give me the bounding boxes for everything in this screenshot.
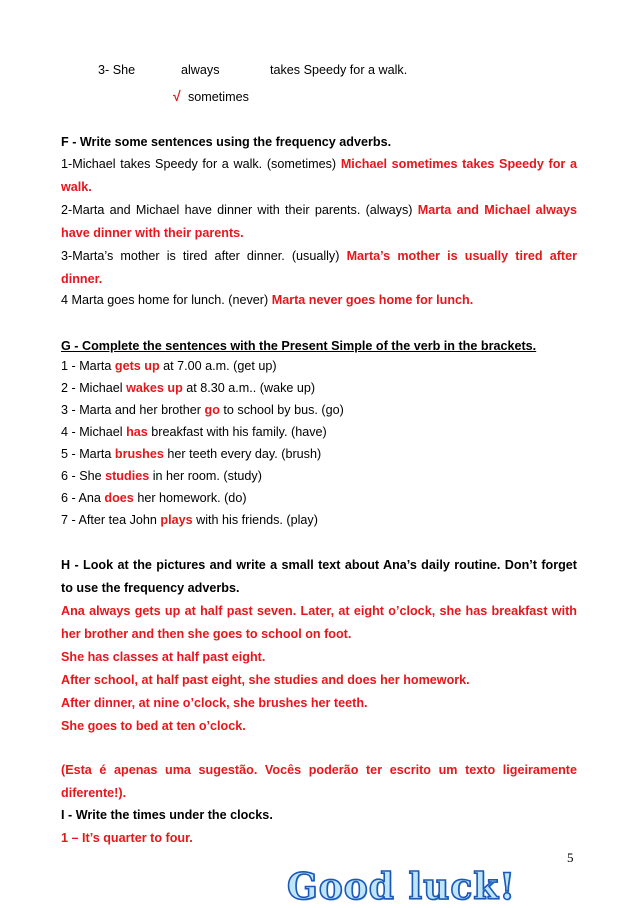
section-h-heading: H - Look at the pictures and write a small text about Ana’s daily routine. Don’t forget xyxy=(61,558,577,572)
g-item-answer: plays xyxy=(160,513,193,527)
g-item xyxy=(61,490,577,506)
section-h-heading-cont: to use the frequency adverbs. xyxy=(61,581,240,595)
f3-answer: Marta’s mother is usually tired after xyxy=(346,249,578,263)
g-item-text: 7 - After tea John xyxy=(61,513,161,527)
item3-sentence-rest: takes Speedy for a walk. xyxy=(270,63,408,77)
item3-label: 3- She xyxy=(98,63,136,77)
g-item-text: to school by bus. (go) xyxy=(219,403,344,417)
g-item-text: her homework. (do) xyxy=(133,491,247,505)
g-item-text: 5 - Marta xyxy=(61,447,115,461)
g-item-text: 1 - Marta xyxy=(61,359,115,373)
h-answer-line: She goes to bed at ten o’clock. xyxy=(61,719,246,733)
g-item-text: breakfast with his family. (have) xyxy=(147,425,327,439)
h-note: (Esta é apenas uma sugestão. Vocês poderão ter escrito um texto ligeiramente xyxy=(61,763,577,777)
g-item-answer: go xyxy=(204,403,220,417)
g-item-answer: does xyxy=(104,491,134,505)
check-mark-icon: √ xyxy=(173,88,181,104)
g-item-answer: wakes up xyxy=(126,381,183,395)
h-answer-line: her brother and then she goes to school on foot. xyxy=(61,627,352,641)
f1-answer: Michael sometimes takes Speedy for a xyxy=(340,157,577,171)
f4-question: 4 Marta goes home for lunch. (never) xyxy=(61,293,272,307)
good-luck-wordart: Good luck! xyxy=(287,866,516,908)
g-item xyxy=(61,446,577,462)
g-item xyxy=(61,424,577,440)
g-item xyxy=(61,358,577,374)
g-item-text: in her room. (study) xyxy=(149,469,262,483)
g-item xyxy=(61,380,577,396)
section-i-heading: I - Write the times under the clocks. xyxy=(61,808,273,822)
section-f-item1 xyxy=(61,156,577,172)
item3-adverb-sometimes: sometimes xyxy=(188,90,249,104)
page-number: 5 xyxy=(567,850,574,865)
f1-answer-cont: walk. xyxy=(61,180,92,194)
f3-answer-cont: dinner. xyxy=(61,272,103,286)
g-item-text: her teeth every day. (brush) xyxy=(163,447,322,461)
h-note-cont: diferente!). xyxy=(61,786,127,800)
g-item-answer: studies xyxy=(105,469,150,483)
g-item xyxy=(61,468,577,484)
f4-answer: Marta never goes home for lunch. xyxy=(271,293,474,307)
h-answer-line: Ana always gets up at half past seven. Later, at eight o’clock, she has breakfast with xyxy=(61,604,577,618)
g-item-text: 6 - Ana xyxy=(61,491,105,505)
g-item-answer: gets up xyxy=(114,359,160,373)
f2-answer-cont: have dinner with their parents. xyxy=(61,226,244,240)
item3-adverb-always: always xyxy=(181,63,220,77)
h-answer-line: After dinner, at nine o’clock, she brushes her teeth. xyxy=(61,696,368,710)
section-f-item4 xyxy=(61,292,577,308)
g-item-text: at 8.30 a.m.. (wake up) xyxy=(182,381,316,395)
g-item-text: 6 - She xyxy=(61,469,106,483)
f2-answer: Marta and Michael always xyxy=(417,203,577,217)
g-item-text: at 7.00 a.m. (get up) xyxy=(159,359,277,373)
h-answer-line: She has classes at half past eight. xyxy=(61,650,266,664)
g-item xyxy=(61,402,577,418)
i-answer1: 1 – It’s quarter to four. xyxy=(61,831,193,845)
section-f-item3 xyxy=(61,248,577,264)
section-f-item2 xyxy=(61,202,577,218)
f1-question: 1-Michael takes Speedy for a walk. (sometimes) xyxy=(61,157,341,171)
g-item-text: 3 - Marta and her brother xyxy=(61,403,205,417)
g-item-answer: brushes xyxy=(114,447,164,461)
h-answer-line: After school, at half past eight, she studies and does her homework. xyxy=(61,673,470,687)
g-item-text: with his friends. (play) xyxy=(192,513,318,527)
f2-question: 2-Marta and Michael have dinner with their parents. (always) xyxy=(61,203,418,217)
section-g-heading: G - Complete the sentences with the Present Simple of the verb in the brackets. xyxy=(61,339,537,353)
g-item-answer: has xyxy=(126,425,148,439)
f3-question: 3-Marta’s mother is tired after dinner. (usually) xyxy=(61,249,347,263)
section-f-heading: F - Write some sentences using the frequency adverbs. xyxy=(61,135,392,149)
g-item-text: 4 - Michael xyxy=(61,425,127,439)
g-item-text: 2 - Michael xyxy=(61,381,127,395)
g-item xyxy=(61,512,577,528)
